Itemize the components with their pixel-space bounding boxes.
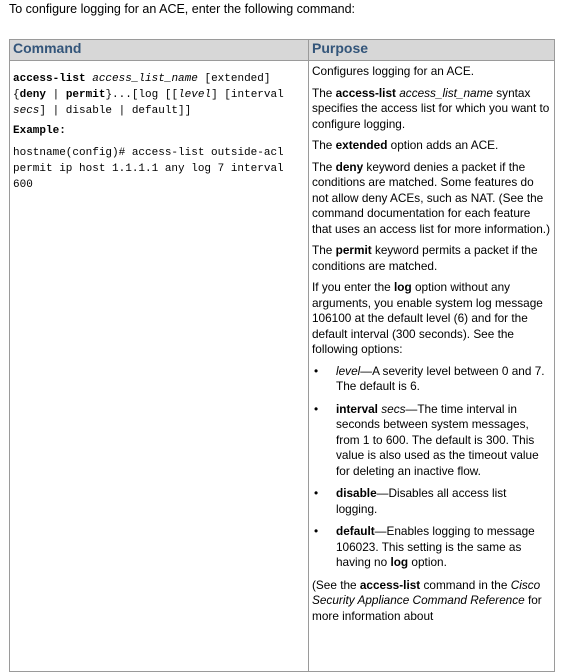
purpose-paragraph <box>312 86 551 133</box>
command-syntax <box>13 71 305 119</box>
list-item <box>312 524 551 571</box>
purpose-paragraph <box>312 578 551 625</box>
option-term: default <box>336 524 375 538</box>
purpose-cell <box>309 61 555 672</box>
purpose-text: If you enter the <box>312 280 394 294</box>
reference-title: Cisco Security Appliance Command Reference <box>312 577 541 607</box>
purpose-text: option without any arguments, you enable system log message 106100 at the default level (6) and for the default interval (300 seconds). See the following options: <box>312 280 543 356</box>
purpose-text: (See the <box>312 577 360 592</box>
option-term: level <box>336 363 361 378</box>
option-description: —The time interval in seconds between system messages, from 1 to 600. The default is 300. This value is also used as the timeout value for deleting an inactive flow. <box>336 401 539 478</box>
list-item <box>312 364 551 395</box>
command-table <box>9 39 555 672</box>
purpose-keyword: access-list <box>359 577 421 592</box>
purpose-paragraph <box>312 64 551 80</box>
purpose-argument: access_list_name <box>395 85 493 100</box>
option-term-argument: secs <box>377 401 406 416</box>
keyword-access-list: access-list <box>13 73 86 85</box>
purpose-text: keyword denies a packet if the conditions are matched. Some features do not allow deny ACEs, such as NAT. (See the command documentation for each feature that uses an access list for more information.) <box>312 159 550 236</box>
purpose-keyword: extended <box>335 138 388 152</box>
example-line-1: access-list outside-acl <box>131 147 284 159</box>
option-description: —Disables all access list logging. <box>336 486 507 516</box>
table-header-row <box>10 40 555 61</box>
syntax-log-open: [log [[ <box>131 89 179 101</box>
syntax-log-mid: ] [ <box>211 89 231 101</box>
bullet-icon: • <box>314 524 319 538</box>
purpose-paragraph <box>312 280 551 358</box>
option-extended: [extended] <box>204 73 271 85</box>
purpose-text: The <box>312 159 336 174</box>
keyword-interval: interval <box>230 89 284 101</box>
example-prompt: hostname(config)# <box>13 147 132 159</box>
purpose-paragraph <box>312 138 551 154</box>
purpose-text: keyword permits a packet if the conditions are matched. <box>312 243 538 273</box>
example-line-3: 600 <box>13 179 33 191</box>
bullet-icon: • <box>314 486 319 500</box>
purpose-keyword: log <box>393 280 412 294</box>
option-description: option. <box>408 555 447 569</box>
list-item <box>312 486 551 517</box>
arg-secs: secs <box>13 105 40 117</box>
keyword-deny: deny <box>19 89 47 101</box>
purpose-column-header: Purpose <box>309 40 555 61</box>
purpose-text: The <box>312 138 336 152</box>
purpose-keyword: permit <box>335 243 372 257</box>
purpose-text: The <box>312 85 336 100</box>
command-cell <box>10 61 309 672</box>
purpose-text: option adds an ACE. <box>387 138 499 152</box>
option-keyword: log <box>390 555 409 569</box>
syntax-log-close: ] | disable | default]] <box>39 105 192 117</box>
purpose-text: command in the <box>420 577 511 592</box>
keyword-permit: permit <box>65 89 106 101</box>
list-item <box>312 402 551 480</box>
purpose-paragraph <box>312 160 551 238</box>
bullet-icon: • <box>314 363 319 378</box>
log-options-list <box>312 364 551 571</box>
table-row <box>10 61 555 672</box>
command-column-header: Command <box>10 40 309 61</box>
example-code <box>13 145 305 193</box>
purpose-keyword: access-list <box>335 85 396 100</box>
purpose-keyword: deny <box>335 159 364 174</box>
purpose-text: syntax specifies the access list for which you want to configure logging. <box>312 85 550 131</box>
example-label: Example: <box>13 125 66 137</box>
purpose-text: The <box>312 243 336 257</box>
intro-text: To configure logging for an ACE, enter the following command: <box>9 2 356 16</box>
arg-access-list-name: access_list_name <box>92 73 198 85</box>
syntax-pipe: | <box>46 89 66 101</box>
bullet-icon: • <box>314 401 319 416</box>
syntax-brace-close: }... <box>105 89 132 101</box>
example-line-2: permit ip host 1.1.1.1 any log 7 interval <box>13 163 284 175</box>
purpose-text: for more information about <box>312 593 542 623</box>
option-description: —A severity level between 0 and 7. The default is 6. <box>336 363 545 393</box>
option-description: —Enables logging to message 106023. This setting is the same as having no <box>336 524 535 569</box>
purpose-paragraph <box>312 243 551 274</box>
syntax-brace-open: { <box>13 89 20 101</box>
option-term: interval <box>336 401 378 416</box>
purpose-text: Configures logging for an ACE. <box>312 64 474 78</box>
arg-level: level <box>178 89 212 101</box>
option-term: disable <box>336 486 377 500</box>
